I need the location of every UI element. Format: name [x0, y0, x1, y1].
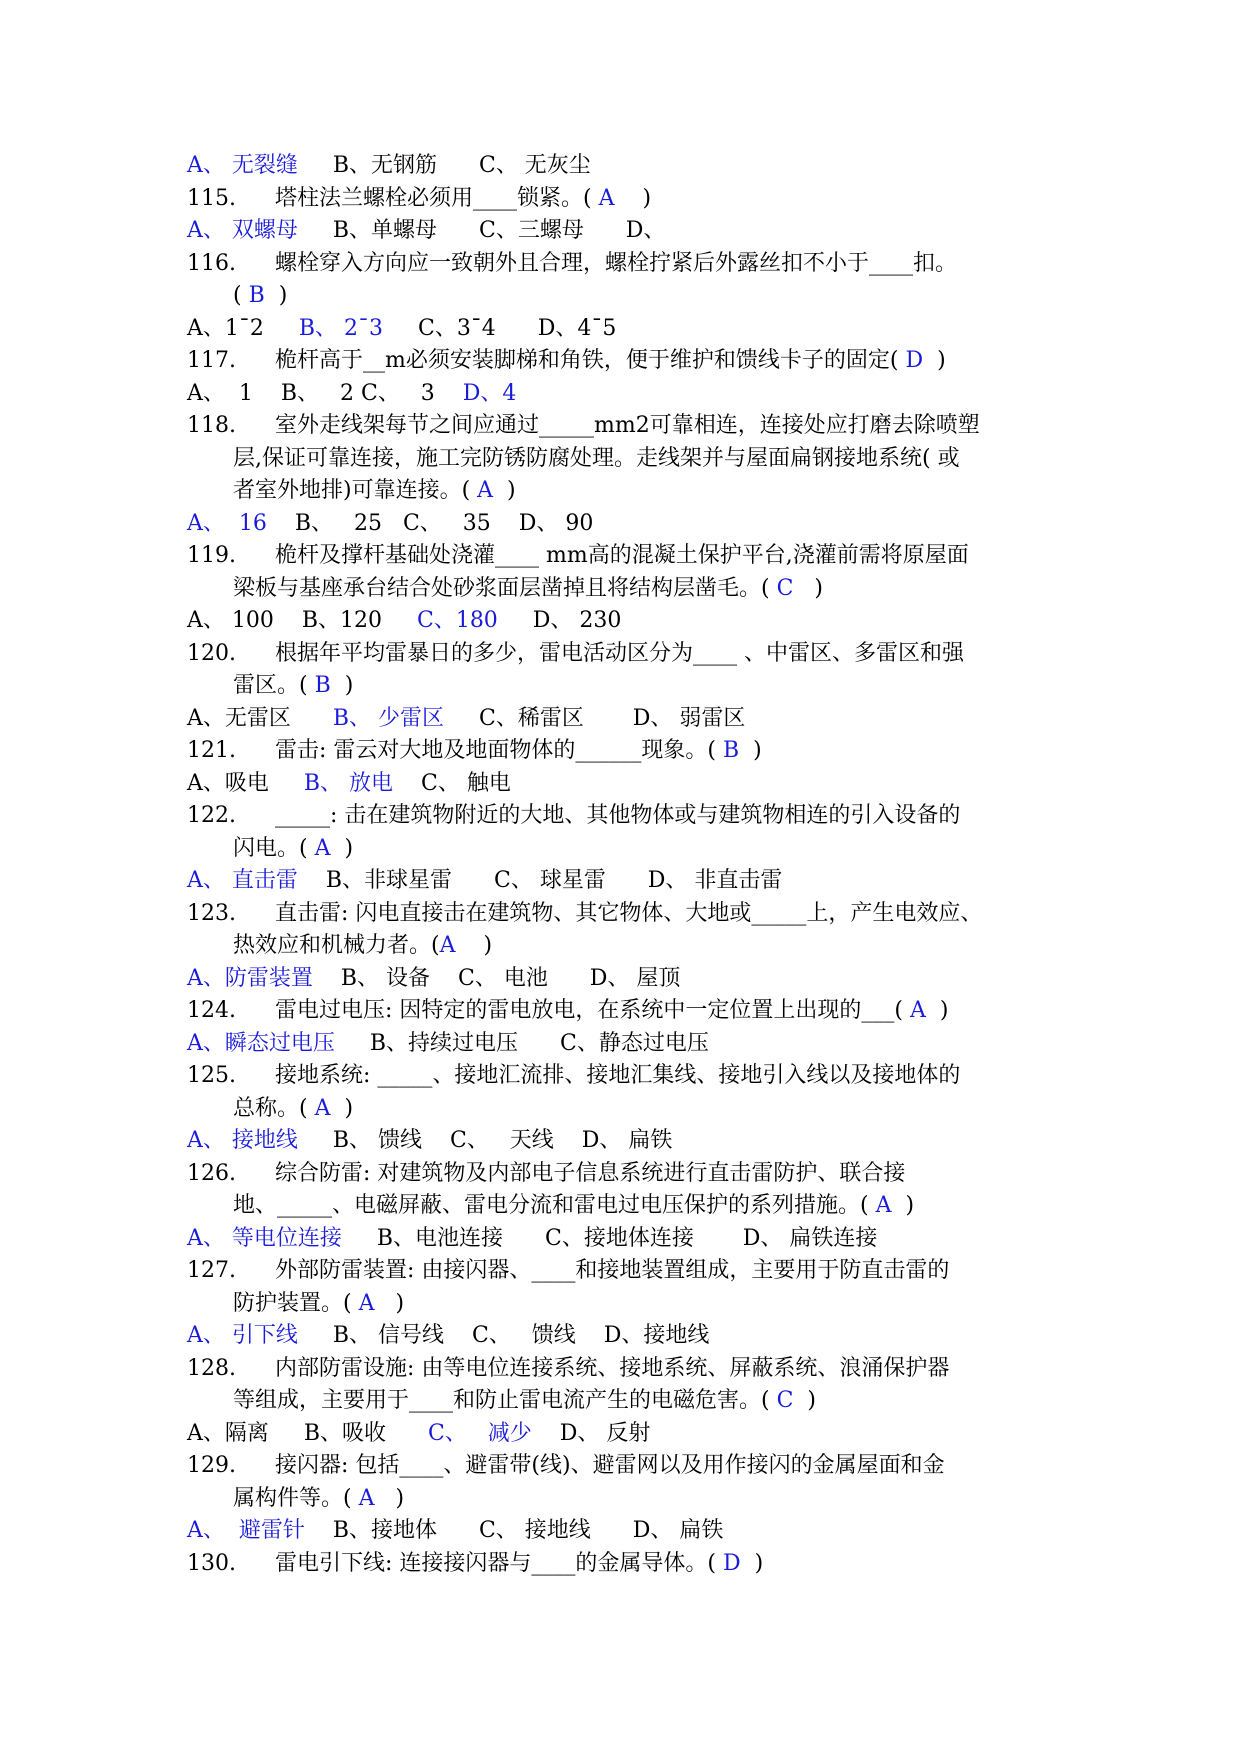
question-text: ): [330, 835, 354, 861]
question-line: [187, 1548, 1087, 1581]
question-text: 外部防雷装置: 由接闪器、____和接地装置组成，主要用于防直击雷的: [275, 1258, 950, 1283]
option-text: B、 设备 C、 电池 D、 屋顶: [312, 965, 681, 991]
question-text: 桅杆及撑杆基础处浇灌____ mm高的混凝土保护平台,浇灌前需将原屋面: [275, 543, 969, 568]
question-text: ): [455, 933, 493, 958]
options-line: [187, 1515, 1087, 1548]
option-text: C、 触电: [393, 770, 511, 796]
answer-text: A: [598, 185, 615, 211]
option-text: B、 25 C、 35 D、 90: [266, 510, 594, 536]
question-line: [187, 1353, 1087, 1386]
options-line: [187, 1320, 1087, 1353]
question-number: 130.: [187, 1550, 236, 1576]
answer-text: C、 减少: [427, 1420, 532, 1446]
question-continuation: [187, 280, 1087, 313]
answer-text: C: [776, 575, 794, 601]
answer-text: B、 少雷区: [332, 705, 445, 731]
question-text: ): [264, 283, 288, 308]
option-text: B、非球星雷 C、 球星雷 D、 非直击雷: [297, 868, 783, 893]
question-number: 123.: [187, 900, 236, 926]
question-number: 124.: [187, 998, 236, 1023]
option-text: B、 馈线 C、 天线 D、 扁铁: [297, 1128, 673, 1153]
answer-text: A: [909, 998, 926, 1023]
question-number: 129.: [187, 1453, 236, 1478]
question-continuation: [187, 833, 1087, 866]
options-line: [187, 1028, 1087, 1061]
option-text: B、 信号线 C、 馈线 D、接地线: [297, 1323, 710, 1348]
options-line: [187, 1223, 1087, 1256]
option-text: A、隔离 B、吸收: [187, 1420, 428, 1446]
answer-text: A: [314, 835, 331, 861]
question-text: ): [793, 1388, 816, 1413]
question-text: ): [923, 348, 946, 373]
question-number: 119.: [187, 543, 236, 568]
question-text: 接地系统: _____、接地汇流排、接地汇集线、接地引入线以及接地体的: [275, 1063, 961, 1088]
answer-text: A: [314, 1095, 331, 1121]
answer-text: A: [875, 1193, 892, 1218]
question-number: 117.: [187, 348, 236, 373]
question-text: 综合防雷: 对建筑物及内部电子信息系统进行直击雷防护、联合接: [275, 1160, 906, 1186]
question-continuation: [187, 573, 1087, 606]
question-line: [187, 248, 1087, 281]
question-continuation: [187, 670, 1087, 703]
option-text: B、无钢筋 C、 无灰尘: [297, 153, 591, 178]
question-text: 者室外地排)可靠连接。(: [233, 478, 478, 503]
question-text: ): [374, 1290, 405, 1316]
options-line: [187, 768, 1087, 801]
options-line: [187, 150, 1087, 183]
answer-text: B: [314, 673, 331, 698]
answer-text: A、 16: [187, 510, 267, 536]
question-text: ): [925, 998, 949, 1023]
question-line: [187, 995, 1087, 1028]
question-text: ): [891, 1193, 915, 1218]
answer-text: A: [358, 1290, 375, 1316]
option-text: A、 100 B、120: [187, 608, 417, 633]
answer-text: A、瞬态过电压: [187, 1030, 335, 1056]
answer-text: A、 无裂缝: [187, 153, 298, 178]
question-number: 116.: [187, 250, 236, 276]
question-text: 梁板与基座承台结合处砂浆面层凿掉且将结构层凿毛。(: [233, 575, 777, 601]
question-number: 127.: [187, 1258, 236, 1283]
question-text: ): [614, 185, 652, 211]
answer-text: D: [905, 348, 924, 373]
question-line: [187, 540, 1087, 573]
question-text: ): [740, 1550, 764, 1576]
question-text: 室外走线架每节之间应通过_____mm2可靠相连，连接处应打磨去除喷塑: [275, 413, 980, 438]
question-number: 118.: [187, 413, 236, 438]
question-number: 115.: [187, 185, 236, 211]
question-line: [187, 1450, 1087, 1483]
question-text: 等组成，主要用于____和防止雷电流产生的电磁危害。(: [233, 1388, 777, 1413]
answer-text: A、防雷装置: [187, 965, 313, 991]
question-number: 121.: [187, 738, 236, 763]
question-text: 总称。(: [233, 1095, 315, 1121]
question-continuation: [187, 443, 1087, 476]
question-continuation: [187, 1093, 1087, 1126]
option-text: B、单螺母 C、三螺母 D、: [297, 218, 666, 243]
question-text: 防护装置。(: [233, 1290, 359, 1316]
question-continuation: [187, 475, 1087, 508]
answer-text: D: [722, 1550, 741, 1576]
question-line: [187, 800, 1087, 833]
option-text: B、接地体 C、 接地线 D、 扁铁: [304, 1518, 724, 1543]
option-text: B、电池连接 C、接地体连接 D、 扁铁连接: [341, 1225, 878, 1251]
options-line: [187, 313, 1087, 346]
answer-text: B: [248, 283, 265, 308]
answer-text: A: [358, 1485, 375, 1511]
answer-text: B、 2¯3: [298, 315, 384, 341]
question-text: 热效应和机械力者。(: [233, 933, 440, 958]
options-line: [187, 605, 1087, 638]
question-text: 接闪器: 包括____、避雷带(线)、避雷网以及用作接闪的金属屋面和金: [275, 1453, 945, 1478]
options-line: [187, 703, 1087, 736]
answer-text: C: [776, 1388, 794, 1413]
question-line: [187, 1158, 1087, 1191]
question-number: 120.: [187, 640, 236, 666]
answer-text: D、4: [462, 380, 517, 406]
answer-text: A、 双螺母: [187, 218, 298, 243]
option-text: A、无雷区: [187, 705, 333, 731]
answer-text: A: [477, 478, 494, 503]
question-line: [187, 898, 1087, 931]
answer-text: A、 直击雷: [187, 868, 298, 893]
question-line: [187, 638, 1087, 671]
question-list: [187, 150, 1087, 1580]
options-line: [187, 1418, 1087, 1451]
question-text: 地、_____、电磁屏蔽、雷电分流和雷电过电压保护的系列措施。(: [233, 1193, 876, 1218]
question-continuation: [187, 1385, 1087, 1418]
question-text: 螺栓穿入方向应一致朝外且合理，螺栓拧紧后外露丝扣不小于____扣。: [275, 250, 958, 276]
question-line: [187, 1060, 1087, 1093]
answer-text: A、 避雷针: [187, 1518, 305, 1543]
option-text: C、稀雷区 D、 弱雷区: [444, 705, 746, 731]
question-text: ): [493, 478, 516, 503]
question-line: [187, 410, 1087, 443]
question-text: _____: 击在建筑物附近的大地、其他物体或与建筑物相连的引入设备的: [275, 803, 961, 828]
question-text: 直击雷: 闪电直接击在建筑物、其它物体、大地或_____上，产生电效应、: [275, 900, 983, 926]
question-text: 桅杆高于__m必须安装脚梯和角铁，便于维护和馈线卡子的固定(: [275, 348, 906, 373]
answer-text: B: [722, 738, 740, 763]
question-text: ): [374, 1485, 405, 1511]
question-text: 属构件等。(: [233, 1485, 359, 1511]
question-text: 雷区。(: [233, 673, 315, 698]
question-text: 根据年平均雷暴日的多少，雷电活动区分为____ 、中雷区、多雷区和强: [275, 640, 964, 666]
options-line: [187, 378, 1087, 411]
question-number: 128.: [187, 1355, 236, 1381]
question-text: 层,保证可靠连接，施工完防锈防腐处理。走线架并与屋面扁钢接地系统( 或: [233, 445, 960, 471]
question-text: 内部防雷设施: 由等电位连接系统、接地系统、屏蔽系统、浪涌保护器: [275, 1355, 950, 1381]
options-line: [187, 1125, 1087, 1158]
answer-text: A、 等电位连接: [187, 1225, 342, 1251]
question-line: [187, 735, 1087, 768]
question-text: 雷电引下线: 连接接闪器与____的金属导体。(: [275, 1550, 723, 1576]
question-text: 雷击: 雷云对大地及地面物体的______现象。(: [275, 738, 723, 763]
question-continuation: [187, 930, 1087, 963]
question-line: [187, 345, 1087, 378]
question-line: [187, 1255, 1087, 1288]
question-text: 闪电。(: [233, 835, 315, 861]
answer-text: B、 放电: [303, 770, 394, 796]
option-text: A、1¯2: [187, 315, 299, 341]
options-line: [187, 865, 1087, 898]
question-text: 塔柱法兰螺栓必须用____锁紧。(: [275, 185, 599, 211]
option-text: A、 1 B、 2 C、 3: [187, 380, 463, 406]
answer-text: A、 引下线: [187, 1323, 298, 1348]
options-line: [187, 963, 1087, 996]
question-line: [187, 183, 1087, 216]
question-text: ): [793, 575, 823, 601]
question-continuation: [187, 1190, 1087, 1223]
answer-text: A: [439, 933, 456, 958]
answer-text: A、 接地线: [187, 1128, 298, 1153]
option-text: A、吸电: [187, 770, 304, 796]
question-number: 125.: [187, 1063, 236, 1088]
question-continuation: [187, 1483, 1087, 1516]
question-text: ): [739, 738, 762, 763]
question-number: 122.: [187, 803, 236, 828]
options-line: [187, 215, 1087, 248]
question-text: 雷电过电压: 因特定的雷电放电，在系统中一定位置上出现的___(: [275, 998, 910, 1023]
answer-text: C、180: [416, 608, 498, 633]
option-text: D、 230: [497, 608, 622, 633]
question-continuation: [187, 1288, 1087, 1321]
option-text: B、持续过电压 C、静态过电压: [334, 1030, 709, 1056]
question-number: 126.: [187, 1160, 236, 1186]
option-text: D、 反射: [531, 1420, 651, 1446]
question-text: (: [233, 283, 249, 308]
option-text: C、3¯4 D、4¯5: [383, 315, 617, 341]
question-text: ): [330, 1095, 354, 1121]
options-line: [187, 508, 1087, 541]
question-text: ): [330, 673, 354, 698]
